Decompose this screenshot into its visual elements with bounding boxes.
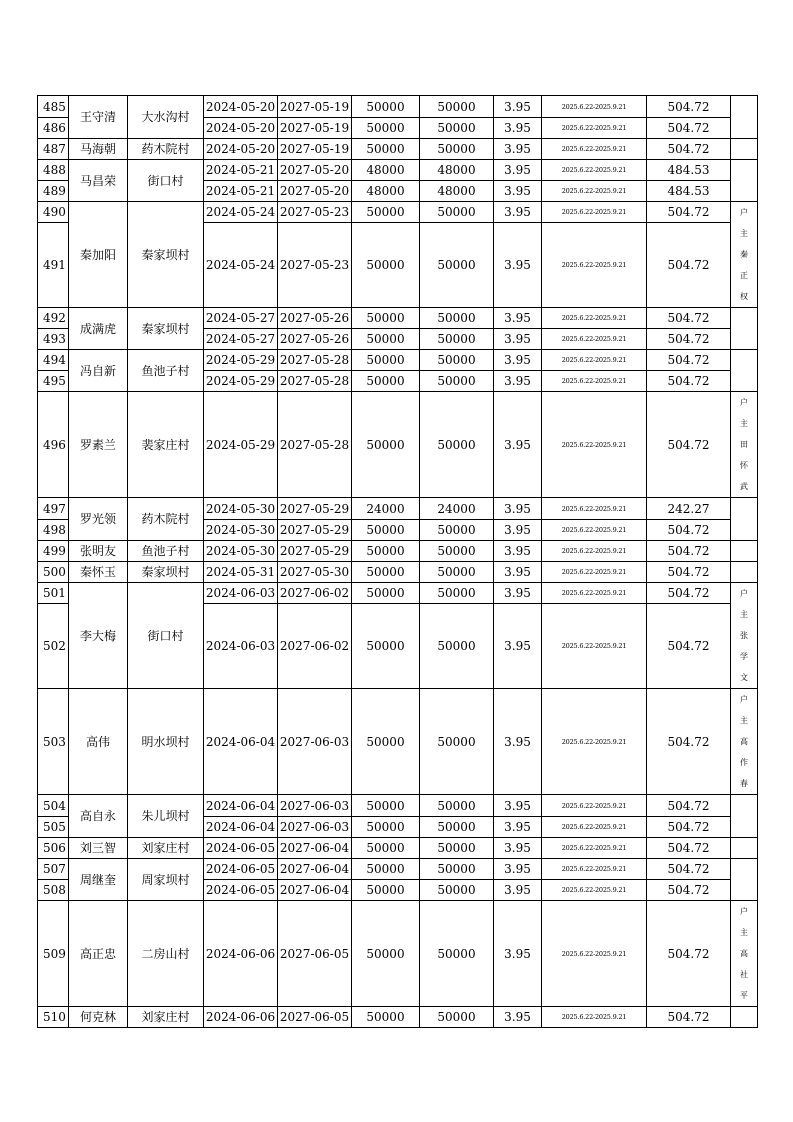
note [731,160,758,202]
row-index: 494 [38,350,69,371]
interest-period: 2025.6.22-2025.9.21 [542,901,647,1007]
note [731,1007,758,1028]
interest: 504.72 [647,118,731,139]
loan-balance: 50000 [420,541,494,562]
start-date: 2024-06-04 [204,795,278,817]
interest: 504.72 [647,583,731,604]
table-row [38,202,758,223]
table-row [38,498,758,520]
row-index: 490 [38,202,69,223]
loan-amount: 50000 [352,202,420,223]
loan-amount: 50000 [352,689,420,795]
village: 明水坝村 [128,689,204,795]
borrower-name: 高正忠 [69,901,128,1007]
loan-amount: 50000 [352,859,420,880]
loan-amount: 50000 [352,838,420,859]
loan-balance: 50000 [420,96,494,118]
rate: 3.95 [494,96,542,118]
rate: 3.95 [494,520,542,541]
note [731,583,758,689]
village: 药木院村 [128,139,204,160]
village: 鱼池子村 [128,350,204,392]
start-date: 2024-05-29 [204,350,278,371]
end-date: 2027-05-30 [278,562,352,583]
loan-balance: 50000 [420,308,494,329]
rate: 3.95 [494,139,542,160]
end-date: 2027-06-02 [278,604,352,689]
loan-amount: 50000 [352,880,420,901]
row-index: 487 [38,139,69,160]
rate: 3.95 [494,689,542,795]
rate: 3.95 [494,604,542,689]
table-row [38,901,758,1007]
loan-amount: 24000 [352,498,420,520]
loan-balance: 50000 [420,562,494,583]
loan-amount: 50000 [352,308,420,329]
loan-table [37,95,758,1028]
rate: 3.95 [494,541,542,562]
end-date: 2027-05-28 [278,350,352,371]
interest: 504.72 [647,350,731,371]
interest-period: 2025.6.22-2025.9.21 [542,371,647,392]
rate: 3.95 [494,392,542,498]
loan-amount: 50000 [352,96,420,118]
note [731,96,758,139]
interest-period: 2025.6.22-2025.9.21 [542,520,647,541]
start-date: 2024-06-04 [204,689,278,795]
loan-amount: 50000 [352,795,420,817]
village: 朱儿坝村 [128,795,204,838]
table-row [38,139,758,160]
row-index: 498 [38,520,69,541]
interest: 484.53 [647,181,731,202]
row-index: 510 [38,1007,69,1028]
interest-period: 2025.6.22-2025.9.21 [542,795,647,817]
loan-balance: 50000 [420,350,494,371]
village: 药木院村 [128,498,204,541]
loan-balance: 50000 [420,1007,494,1028]
loan-balance: 50000 [420,689,494,795]
loan-amount: 50000 [352,139,420,160]
loan-amount: 48000 [352,181,420,202]
note [731,541,758,562]
loan-amount: 50000 [352,371,420,392]
loan-balance: 50000 [420,838,494,859]
table-row [38,838,758,859]
row-index: 499 [38,541,69,562]
loan-amount: 50000 [352,604,420,689]
rate: 3.95 [494,1007,542,1028]
end-date: 2027-05-29 [278,520,352,541]
loan-amount: 50000 [352,901,420,1007]
interest: 504.72 [647,308,731,329]
borrower-name: 王守清 [69,96,128,139]
interest: 504.72 [647,562,731,583]
loan-balance: 50000 [420,795,494,817]
row-index: 496 [38,392,69,498]
loan-balance: 50000 [420,817,494,838]
village: 秦家坝村 [128,562,204,583]
row-index: 495 [38,371,69,392]
borrower-name: 高自永 [69,795,128,838]
rate: 3.95 [494,838,542,859]
interest: 504.72 [647,329,731,350]
row-index: 489 [38,181,69,202]
village: 大水沟村 [128,96,204,139]
start-date: 2024-05-20 [204,139,278,160]
rate: 3.95 [494,817,542,838]
start-date: 2024-05-31 [204,562,278,583]
start-date: 2024-05-27 [204,308,278,329]
end-date: 2027-05-26 [278,329,352,350]
row-index: 500 [38,562,69,583]
table-row [38,859,758,880]
rate: 3.95 [494,901,542,1007]
row-index: 501 [38,583,69,604]
end-date: 2027-06-04 [278,838,352,859]
note [731,859,758,901]
loan-amount: 48000 [352,160,420,181]
loan-balance: 50000 [420,901,494,1007]
end-date: 2027-05-23 [278,202,352,223]
note-text: 户主秦正权 [740,208,748,301]
rate: 3.95 [494,350,542,371]
loan-amount: 50000 [352,350,420,371]
loan-balance: 48000 [420,181,494,202]
interest-period: 2025.6.22-2025.9.21 [542,498,647,520]
start-date: 2024-05-20 [204,96,278,118]
table-row [38,1007,758,1028]
row-index: 507 [38,859,69,880]
borrower-name: 马海朝 [69,139,128,160]
start-date: 2024-06-06 [204,901,278,1007]
row-index: 504 [38,795,69,817]
interest: 504.72 [647,838,731,859]
table-row [38,562,758,583]
village: 周家坝村 [128,859,204,901]
note-text: 户主高社平 [740,907,748,1000]
interest-period: 2025.6.22-2025.9.21 [542,139,647,160]
borrower-name: 刘三智 [69,838,128,859]
interest: 504.72 [647,392,731,498]
interest: 504.72 [647,541,731,562]
start-date: 2024-05-30 [204,498,278,520]
interest-period: 2025.6.22-2025.9.21 [542,838,647,859]
village: 刘家庄村 [128,838,204,859]
interest: 504.72 [647,1007,731,1028]
rate: 3.95 [494,795,542,817]
start-date: 2024-05-29 [204,392,278,498]
rate: 3.95 [494,160,542,181]
start-date: 2024-05-27 [204,329,278,350]
note [731,308,758,350]
start-date: 2024-05-30 [204,541,278,562]
table-row [38,96,758,118]
borrower-name: 李大梅 [69,583,128,689]
start-date: 2024-05-20 [204,118,278,139]
rate: 3.95 [494,202,542,223]
end-date: 2027-05-19 [278,118,352,139]
interest-period: 2025.6.22-2025.9.21 [542,541,647,562]
interest-period: 2025.6.22-2025.9.21 [542,96,647,118]
loan-amount: 50000 [352,329,420,350]
note [731,901,758,1007]
end-date: 2027-05-29 [278,541,352,562]
row-index: 493 [38,329,69,350]
loan-balance: 50000 [420,139,494,160]
row-index: 506 [38,838,69,859]
row-index: 491 [38,223,69,308]
row-index: 488 [38,160,69,181]
start-date: 2024-05-24 [204,202,278,223]
rate: 3.95 [494,118,542,139]
loan-balance: 50000 [420,371,494,392]
loan-balance: 50000 [420,520,494,541]
interest-period: 2025.6.22-2025.9.21 [542,583,647,604]
interest: 504.72 [647,223,731,308]
row-index: 485 [38,96,69,118]
interest-period: 2025.6.22-2025.9.21 [542,350,647,371]
loan-balance: 50000 [420,392,494,498]
start-date: 2024-05-30 [204,520,278,541]
end-date: 2027-06-02 [278,583,352,604]
end-date: 2027-05-23 [278,223,352,308]
start-date: 2024-06-05 [204,880,278,901]
interest: 504.72 [647,96,731,118]
end-date: 2027-06-03 [278,795,352,817]
loan-amount: 50000 [352,520,420,541]
loan-balance: 24000 [420,498,494,520]
note [731,350,758,392]
borrower-name: 秦怀玉 [69,562,128,583]
loan-balance: 50000 [420,604,494,689]
borrower-name: 罗素兰 [69,392,128,498]
start-date: 2024-05-21 [204,160,278,181]
interest-period: 2025.6.22-2025.9.21 [542,562,647,583]
interest: 504.72 [647,795,731,817]
interest-period: 2025.6.22-2025.9.21 [542,202,647,223]
village: 街口村 [128,160,204,202]
loan-amount: 50000 [352,562,420,583]
loan-balance: 50000 [420,223,494,308]
loan-amount: 50000 [352,1007,420,1028]
end-date: 2027-05-29 [278,498,352,520]
note [731,795,758,838]
row-index: 492 [38,308,69,329]
end-date: 2027-06-03 [278,689,352,795]
row-index: 505 [38,817,69,838]
loan-balance: 50000 [420,329,494,350]
note-text: 户主高作春 [740,695,748,788]
start-date: 2024-05-29 [204,371,278,392]
row-index: 503 [38,689,69,795]
note [731,498,758,541]
end-date: 2027-05-20 [278,160,352,181]
rate: 3.95 [494,880,542,901]
interest-period: 2025.6.22-2025.9.21 [542,329,647,350]
interest: 504.72 [647,139,731,160]
end-date: 2027-05-28 [278,392,352,498]
start-date: 2024-06-06 [204,1007,278,1028]
rate: 3.95 [494,583,542,604]
rate: 3.95 [494,371,542,392]
loan-amount: 50000 [352,583,420,604]
rate: 3.95 [494,308,542,329]
end-date: 2027-06-04 [278,859,352,880]
rate: 3.95 [494,329,542,350]
rate: 3.95 [494,223,542,308]
start-date: 2024-06-05 [204,838,278,859]
interest: 504.72 [647,604,731,689]
rate: 3.95 [494,562,542,583]
interest-period: 2025.6.22-2025.9.21 [542,392,647,498]
start-date: 2024-06-03 [204,583,278,604]
village: 二房山村 [128,901,204,1007]
interest: 484.53 [647,160,731,181]
start-date: 2024-06-03 [204,604,278,689]
borrower-name: 周继奎 [69,859,128,901]
interest-period: 2025.6.22-2025.9.21 [542,118,647,139]
village: 裴家庄村 [128,392,204,498]
interest-period: 2025.6.22-2025.9.21 [542,308,647,329]
borrower-name: 何克林 [69,1007,128,1028]
interest-period: 2025.6.22-2025.9.21 [542,689,647,795]
interest-period: 2025.6.22-2025.9.21 [542,859,647,880]
end-date: 2027-05-28 [278,371,352,392]
row-index: 508 [38,880,69,901]
start-date: 2024-06-05 [204,859,278,880]
row-index: 486 [38,118,69,139]
loan-amount: 50000 [352,541,420,562]
interest-period: 2025.6.22-2025.9.21 [542,880,647,901]
table-row [38,795,758,817]
table-row [38,308,758,329]
note-text: 户主张学文 [740,589,748,682]
note [731,202,758,308]
start-date: 2024-06-04 [204,817,278,838]
end-date: 2027-05-19 [278,96,352,118]
interest-period: 2025.6.22-2025.9.21 [542,817,647,838]
interest-period: 2025.6.22-2025.9.21 [542,604,647,689]
end-date: 2027-06-05 [278,1007,352,1028]
village: 街口村 [128,583,204,689]
table-row [38,583,758,604]
interest: 504.72 [647,901,731,1007]
interest: 504.72 [647,202,731,223]
table-row [38,689,758,795]
row-index: 497 [38,498,69,520]
loan-amount: 50000 [352,118,420,139]
interest: 504.72 [647,817,731,838]
note [731,838,758,859]
borrower-name: 秦加阳 [69,202,128,308]
note [731,562,758,583]
end-date: 2027-05-19 [278,139,352,160]
note-text: 户主田怀武 [740,398,748,491]
table-row [38,350,758,371]
end-date: 2027-06-05 [278,901,352,1007]
borrower-name: 罗光领 [69,498,128,541]
loan-amount: 50000 [352,817,420,838]
village: 鱼池子村 [128,541,204,562]
row-index: 502 [38,604,69,689]
interest-period: 2025.6.22-2025.9.21 [542,160,647,181]
interest: 242.27 [647,498,731,520]
loan-balance: 50000 [420,118,494,139]
note [731,139,758,160]
village: 秦家坝村 [128,308,204,350]
borrower-name: 高伟 [69,689,128,795]
village: 刘家庄村 [128,1007,204,1028]
borrower-name: 成满虎 [69,308,128,350]
note [731,392,758,498]
row-index: 509 [38,901,69,1007]
village: 秦家坝村 [128,202,204,308]
loan-balance: 48000 [420,160,494,181]
interest-period: 2025.6.22-2025.9.21 [542,1007,647,1028]
end-date: 2027-05-26 [278,308,352,329]
rate: 3.95 [494,859,542,880]
borrower-name: 马昌荣 [69,160,128,202]
start-date: 2024-05-21 [204,181,278,202]
interest: 504.72 [647,859,731,880]
borrower-name: 冯自新 [69,350,128,392]
end-date: 2027-05-20 [278,181,352,202]
interest-period: 2025.6.22-2025.9.21 [542,181,647,202]
table-row [38,160,758,181]
table-row [38,541,758,562]
loan-amount: 50000 [352,223,420,308]
table-row [38,392,758,498]
rate: 3.95 [494,181,542,202]
borrower-name: 张明友 [69,541,128,562]
interest: 504.72 [647,371,731,392]
note [731,689,758,795]
end-date: 2027-06-03 [278,817,352,838]
rate: 3.95 [494,498,542,520]
end-date: 2027-06-04 [278,880,352,901]
loan-amount: 50000 [352,392,420,498]
loan-balance: 50000 [420,859,494,880]
interest: 504.72 [647,689,731,795]
interest: 504.72 [647,880,731,901]
loan-balance: 50000 [420,583,494,604]
loan-balance: 50000 [420,202,494,223]
start-date: 2024-05-24 [204,223,278,308]
loan-balance: 50000 [420,880,494,901]
interest-period: 2025.6.22-2025.9.21 [542,223,647,308]
interest: 504.72 [647,520,731,541]
